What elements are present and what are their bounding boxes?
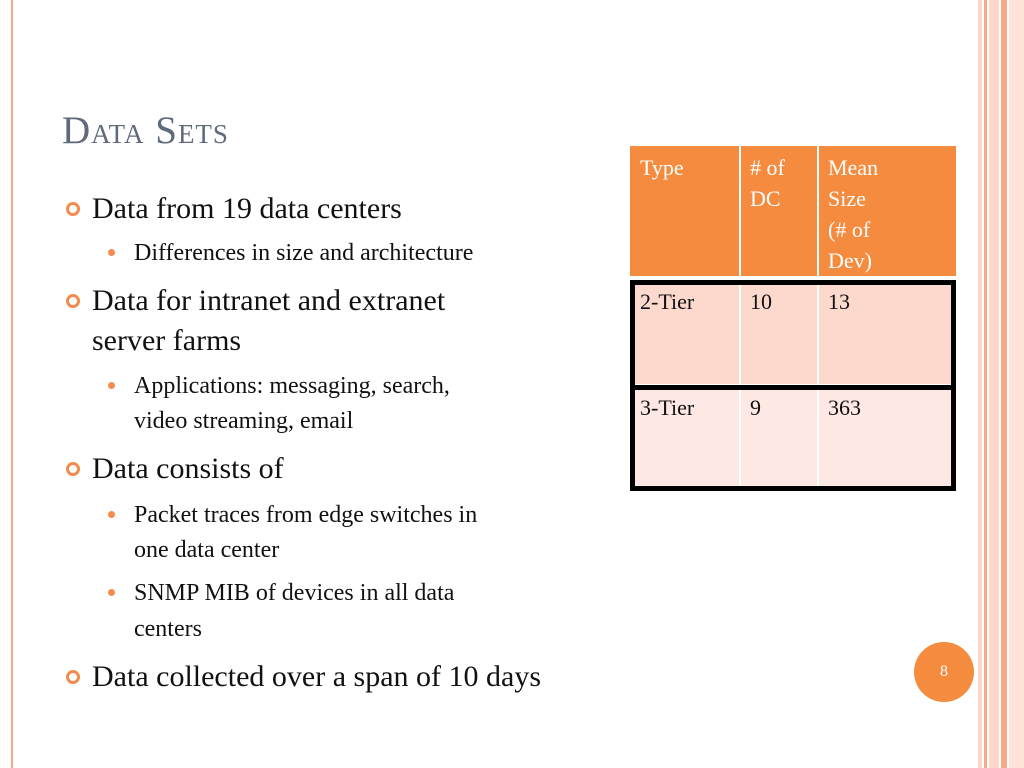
decor-stripe xyxy=(1001,0,1007,768)
page-number-badge: 8 xyxy=(914,642,974,702)
bullet-ring-icon xyxy=(66,294,80,308)
table-header-cell xyxy=(740,146,818,276)
header-line: (# of xyxy=(828,217,871,242)
bullet-text: Data for intranet and extranet xyxy=(92,284,446,317)
row-highlight-border xyxy=(630,385,956,491)
header-line: Size xyxy=(828,186,866,211)
table-cell: 363 xyxy=(818,386,956,488)
bullet-dot-icon xyxy=(108,511,115,518)
left-border-line xyxy=(11,0,13,768)
sub-bullet-text: centers xyxy=(134,616,202,642)
header-line: Dev) xyxy=(828,248,872,273)
header-line: Mean xyxy=(828,155,879,180)
decor-stripe xyxy=(989,0,999,768)
bullet-dot-icon xyxy=(108,382,115,389)
column-divider xyxy=(817,146,819,276)
table-cell: 10 xyxy=(740,280,818,384)
decor-stripe xyxy=(978,0,982,768)
table-cell: 3-Tier xyxy=(630,386,740,488)
table-cell: 13 xyxy=(818,280,956,384)
table-header-cell xyxy=(818,146,956,276)
row-highlight-border xyxy=(630,280,956,390)
bullet-text: server farms xyxy=(92,324,242,357)
sub-bullet-text: Packet traces from edge switches in xyxy=(134,502,478,528)
sub-bullet-text: one data center xyxy=(134,537,280,563)
slide-title: Data Sets xyxy=(62,109,229,152)
table-cell: 2-Tier xyxy=(630,280,740,384)
decor-stripe xyxy=(1009,0,1024,768)
bullet-dot-icon xyxy=(108,589,115,596)
bullet-ring-icon xyxy=(66,202,80,216)
sub-bullet-text: Differences in size and architecture xyxy=(134,240,474,266)
header-line: DC xyxy=(750,186,781,211)
bullet-ring-icon xyxy=(66,670,80,684)
bullet-text: Data from 19 data centers xyxy=(92,192,402,225)
sub-bullet-text: video streaming, email xyxy=(134,408,354,434)
column-divider xyxy=(739,146,741,276)
sub-bullet-text: SNMP MIB of devices in all data xyxy=(134,580,455,606)
bullet-text: Data collected over a span of 10 days xyxy=(92,660,541,693)
sub-bullet-text: Applications: messaging, search, xyxy=(134,373,450,399)
bullet-text: Data consists of xyxy=(92,452,284,485)
bullet-ring-icon xyxy=(66,462,80,476)
bullet-dot-icon xyxy=(108,249,115,256)
table-header-cell xyxy=(630,146,740,276)
header-line: # of xyxy=(750,155,785,180)
header-line: Type xyxy=(640,155,684,180)
table-cell: 9 xyxy=(740,386,818,488)
decor-stripe xyxy=(984,0,987,768)
